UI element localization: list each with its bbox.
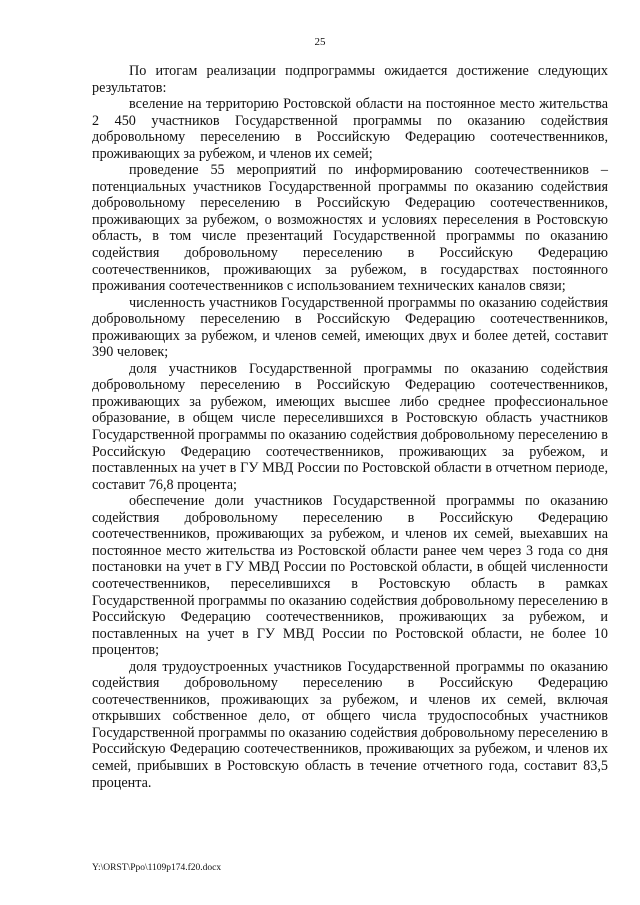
paragraph-higher-education-share: доля участников Государственной программы по оказанию содействия добровольному переселению в Российскую Федерацию соотечественников, проживающих за рубежом, имеющих высшее либо среднее профессиональное образование, в общем числе переселившихся в Ростовскую область участников Государственной программы по оказанию содействия добровольному переселению в Российскую Федерацию соотечественников, проживающих за рубежом, и поставленных на учет в ГУ МВД России по Ростовской области в отчетном периоде, составит 76,8 процента; <box>92 360 608 493</box>
paragraph-departure-share: обеспечение доли участников Государственной программы по оказанию содействия добровольному переселению в Российскую Федерацию соотечественников, проживающих за рубежом, и членов их семей, выехавших на постоянное место жительства из Ростовской области ранее чем через 3 года со дня постановки на учет в ГУ МВД России по Ростовской области, в общей численности соотечественников, переселившихся в Ростовскую область в рамках Государственной программы по оказанию содействия добровольному переселению в Российскую Федерацию соотечественников, проживающих за рубежом, и поставленных на учет в ГУ МВД России по Ростовской области, не более 10 процентов; <box>92 493 608 659</box>
page-number: 25 <box>314 36 326 48</box>
paragraph-results-intro: По итогам реализации подпрограммы ожидается достижение следующих результатов: <box>92 63 608 96</box>
paragraph-employment-share: доля трудоустроенных участников Государственной программы по оказанию содействия добровольному переселению в Российскую Федерацию соотечественников, проживающих за рубежом, и членов их семей, включая открывших собственное дело, от общего числа трудоспособных участников Государственной программы по оказанию содействия добровольному переселению в Российскую Федерацию соотечественников, проживающих за рубежом, и членов их семей, прибывших в Ростовскую область в течение отчетного года, составит 83,5 процента. <box>92 658 608 791</box>
paragraph-information-events: проведение 55 мероприятий по информированию соотечественников – потенциальных участников Государственной программы по оказанию содействия добровольному переселению в Российскую Федерацию соотечественников, проживающих за рубежом, о возможностях и условиях переселения в Ростовскую область, в том числе презентаций Государственной программы по оказанию содействия добровольному переселению в Российскую Федерацию соотечественников, проживающих за рубежом, в государствах постоянного проживания соотечественников с использованием технических каналов связи; <box>92 162 608 295</box>
document-body <box>92 63 608 791</box>
paragraph-resettlement: вселение на территорию Ростовской области на постоянное место жительства 2 450 участников Государственной программы по оказанию содействия добровольному переселению в Российскую Федерацию соотечественников, проживающих за рубежом, и членов их семей; <box>92 96 608 162</box>
footer-file-path: Y:\ORST\Ppo\1109p174.f20.docx <box>92 863 222 873</box>
paragraph-large-families: численность участников Государственной программы по оказанию содействия добровольному переселению в Российскую Федерацию соотечественников, проживающих за рубежом, и членов семей, имеющих двух и более детей, составит 390 человек; <box>92 294 608 361</box>
